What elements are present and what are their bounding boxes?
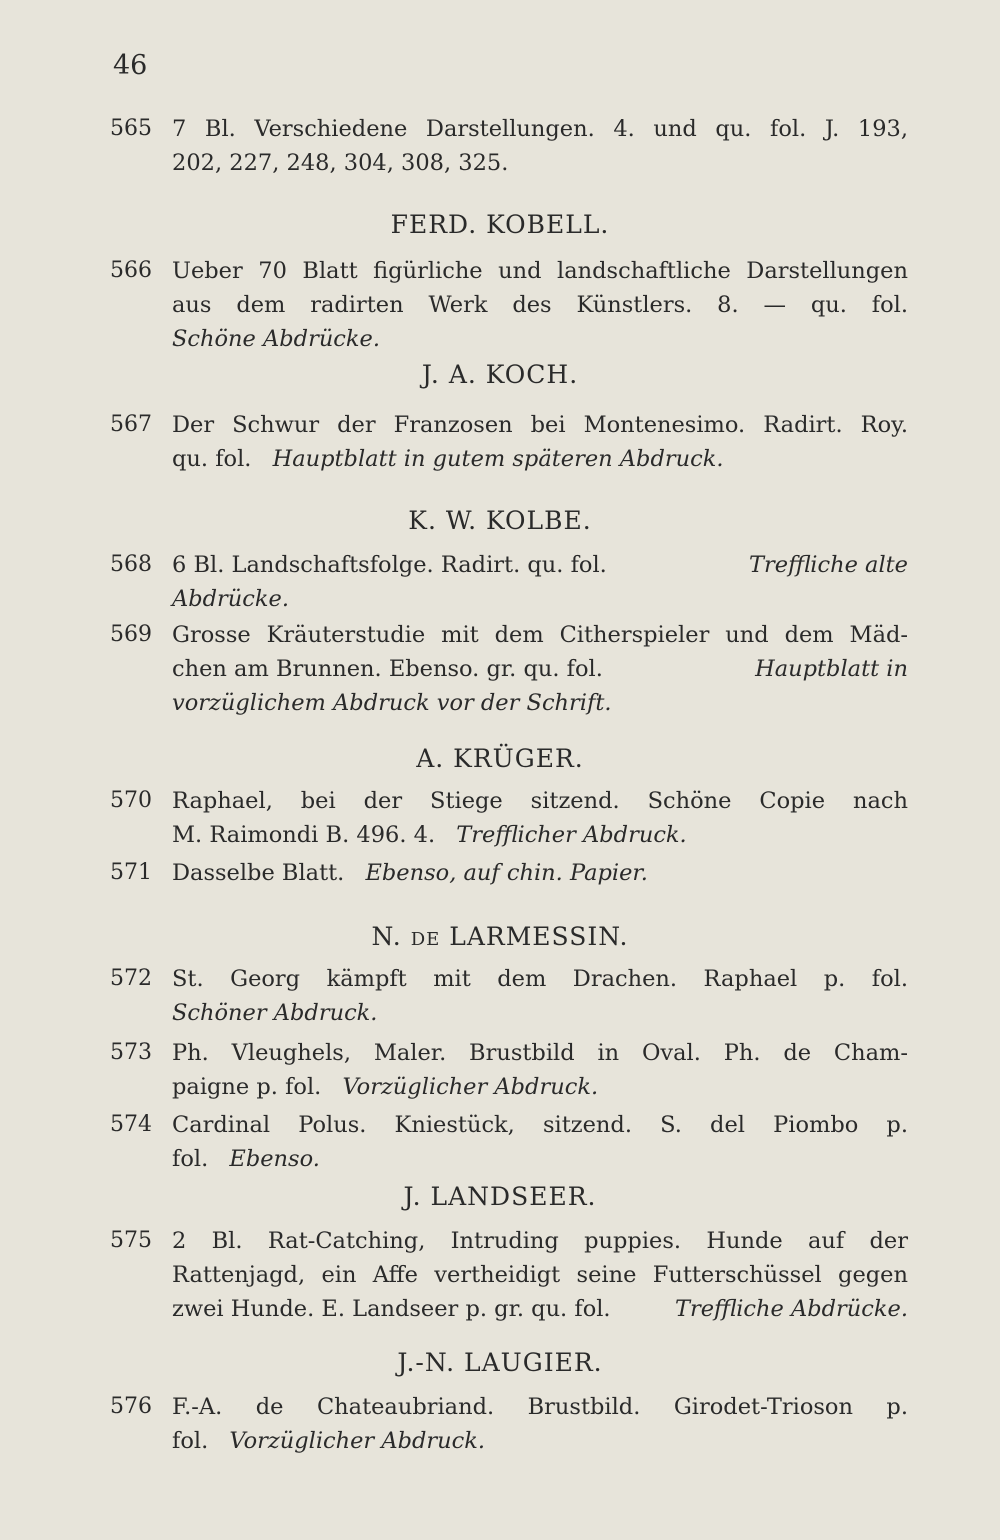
entry-text: fol.	[172, 1428, 209, 1454]
artist-heading-koch: J. A. KOCH.	[421, 360, 579, 389]
entry-remark: Treffliche alte	[749, 552, 908, 578]
entry-text: zwei Hunde. E. Landseer p. gr. qu. fol.	[172, 1296, 611, 1322]
entry-text-line	[172, 1142, 908, 1176]
artist-heading-kolbe: K. W. KOLBE.	[408, 506, 592, 535]
entry-text: Der Schwur der Franzosen bei Montenesimo. Radirt. Roy.	[172, 412, 908, 438]
artist-heading-krueger: A. KRÜGER.	[416, 744, 584, 773]
artist-heading-laugier: J.-N. LAUGIER.	[397, 1348, 603, 1377]
entry-text: 2 Bl. Rat-Catching, Intruding puppies. Hunde auf der	[172, 1228, 908, 1254]
entry-text: Dasselbe Blatt.	[172, 860, 345, 886]
entry-text: 7 Bl. Verschiedene Darstellungen. 4. und qu. fol. J. 193,	[172, 116, 908, 142]
entry-number: 573	[110, 1040, 152, 1065]
artist-heading-kobell: FERD. KOBELL.	[390, 210, 610, 239]
entry-text: Rattenjagd, ein Affe vertheidigt seine Futterschüssel gegen	[172, 1262, 908, 1288]
heading-surname: LARMESSIN.	[449, 922, 629, 951]
page-number: 46	[113, 50, 148, 81]
entry-number: 568	[110, 552, 152, 577]
entry-text: 6 Bl. Landschaftsfolge. Radirt. qu. fol.	[172, 552, 607, 578]
artist-heading-larmessin	[0, 922, 1000, 951]
entry-remark: Hauptblatt in	[755, 656, 908, 682]
entry-number: 569	[110, 622, 152, 647]
entry-number: 565	[110, 116, 152, 141]
entry-text: fol.	[172, 1146, 209, 1172]
entry-text: Grosse Kräuterstudie mit dem Citherspieler und dem Mäd-	[172, 622, 908, 648]
artist-heading-landseer: J. LANDSEER.	[403, 1182, 597, 1211]
entry-number: 574	[110, 1112, 152, 1137]
entry-text: Ph. Vleughels, Maler. Brustbild in Oval. Ph. de Cham-	[172, 1040, 908, 1066]
entry-text: Raphael, bei der Stiege sitzend. Schöne Copie nach	[172, 788, 908, 814]
entry-text: paigne p. fol.	[172, 1074, 322, 1100]
entry-number: 575	[110, 1228, 152, 1253]
entry-remark: Abdrücke.	[172, 586, 290, 612]
entry-text: F.-A. de Chateaubriand. Brustbild. Girodet-Trioson p.	[172, 1394, 908, 1420]
entry-number: 572	[110, 966, 152, 991]
entry-text: 202, 227, 248, 304, 308, 325.	[172, 150, 509, 176]
entry-remark: Schöner Abdruck.	[172, 1000, 378, 1026]
entry-remark: Vorzüglicher Abdruck.	[342, 1074, 599, 1100]
entry-remark: Trefflicher Abdruck.	[456, 822, 687, 848]
entry-text: St. Georg kämpft mit dem Drachen. Raphael p. fol.	[172, 966, 908, 992]
entry-number: 567	[110, 412, 152, 437]
entry-text-line	[172, 1070, 908, 1104]
entry-number: 576	[110, 1394, 152, 1419]
entry-text-line	[172, 856, 908, 890]
entry-text-line	[172, 818, 908, 852]
entry-number: 571	[110, 860, 152, 885]
entry-text-line	[172, 548, 908, 582]
entry-number: 570	[110, 788, 152, 813]
entry-remark: Hauptblatt in gutem späteren Abdruck.	[272, 446, 724, 472]
entry-text-line	[172, 652, 908, 686]
entry-remark: Vorzüglicher Abdruck.	[229, 1428, 486, 1454]
entry-remark: Schöne Abdrücke.	[172, 326, 381, 352]
entry-text-line	[172, 1424, 908, 1458]
entry-text-line	[172, 1292, 908, 1326]
entry-remark: Ebenso.	[229, 1146, 320, 1172]
heading-particle: DE	[410, 929, 441, 950]
entry-text: Ueber 70 Blatt figürliche und landschaftliche Darstellungen	[172, 258, 908, 284]
entry-text-line	[172, 442, 908, 476]
heading-initial: N.	[371, 922, 402, 951]
entry-text: qu. fol.	[172, 446, 252, 472]
entry-text: Cardinal Polus. Kniestück, sitzend. S. del Piombo p.	[172, 1112, 908, 1138]
entry-text: M. Raimondi B. 496. 4.	[172, 822, 436, 848]
entry-remark: vorzüglichem Abdruck vor der Schrift.	[172, 690, 612, 716]
entry-remark: Ebenso, auf chin. Papier.	[365, 860, 648, 886]
entry-remark: Treffliche Abdrücke.	[674, 1296, 908, 1322]
entry-text: aus dem radirten Werk des Künstlers. 8. — qu. fol.	[172, 292, 908, 318]
entry-text: chen am Brunnen. Ebenso. gr. qu. fol.	[172, 656, 603, 682]
entry-number: 566	[110, 258, 152, 283]
